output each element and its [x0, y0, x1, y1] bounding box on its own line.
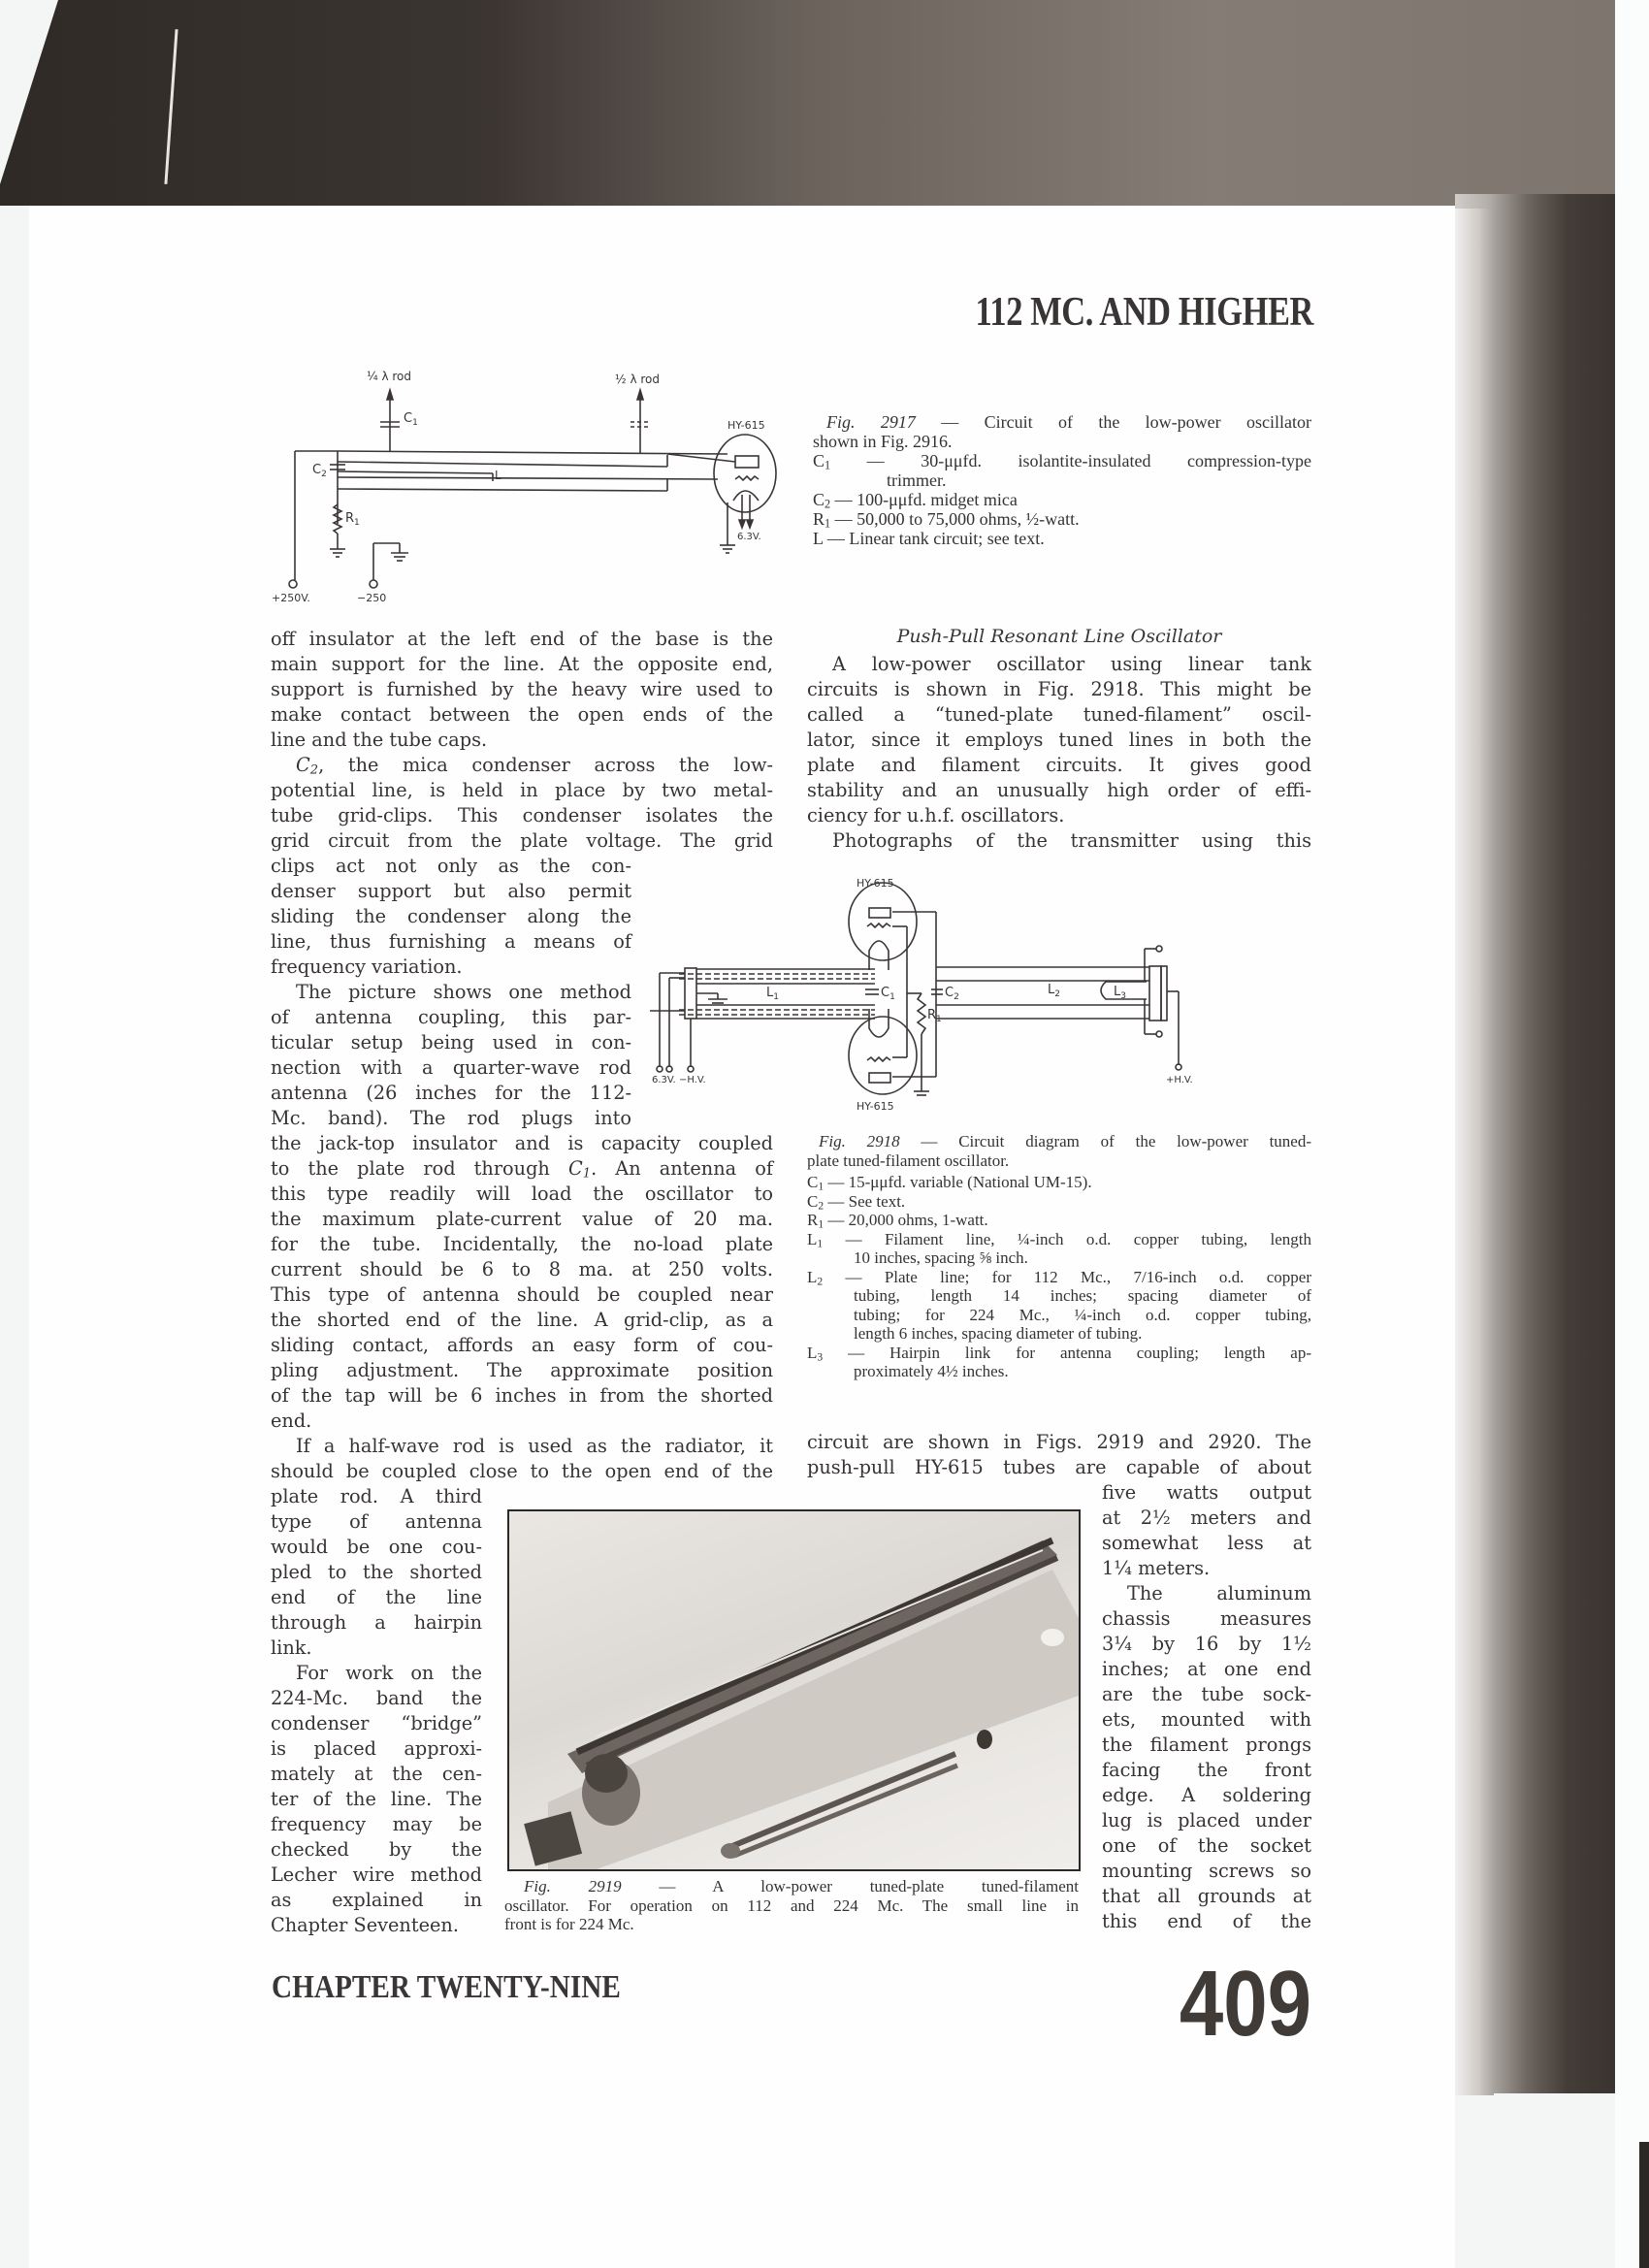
right-column-bottom: circuit are shown in Figs. 2919 and 2920. The push-pull HY-615 tubes are capable of about	[807, 1431, 1311, 1478]
label-tube-bottom: HY-615	[857, 1100, 894, 1113]
running-head: 112 MC. AND HIGHER	[975, 290, 1313, 335]
paragraph-c1-line: to the plate rod through $C_1$. An antenna of	[271, 1157, 773, 1182]
caption-item-c1: $C_1$ — 30-μμfd. isolantite-insulated compression-type	[813, 451, 1311, 472]
label-r1: $R_1$	[927, 1008, 942, 1024]
caption-item-r1: $R_1$ — 50,000 to 75,000 ohms, ½-watt.	[813, 509, 1080, 531]
caption-item-r1: $R_1$ — 20,000 ohms, 1-watt.	[807, 1211, 988, 1231]
section-heading: Push-Pull Resonant Line Oscillator	[896, 626, 1222, 647]
label-half-rod: ½ λ rod	[615, 373, 660, 386]
paragraph-c2: $C_2$, the mica condenser across the low-	[296, 754, 773, 778]
left-column-narrow-1: clips act not only as the con- denser support but also permit sliding the condenser along the line, thus furnishing a means of frequency variation. The picture shows one method of antenna coupling, this par- ticular setup being used in con- nection with a quarter-wave rod antenna (26 inches for the 112- Mc. band). The rod plugs into	[271, 855, 631, 1129]
left-column-narrow-2: plate rod. A third type of antenna would be one cou- pled to the shorted end of the line through a hairpin link. For work on the 224-Mc. band the condenser “bridge” is placed approxi- mately at the cen- ter of the line. The frequency may be checked by the Lecher wire method as explained in Chapter Seventeen.	[271, 1485, 482, 1936]
schematic-2918	[650, 873, 1329, 1116]
label-minus-250: −250	[357, 592, 387, 604]
label-c2: $C_2$	[312, 463, 327, 479]
caption-item-l1: $L_1$ — Filament line, ¼-inch o.d. copper tubing, length	[807, 1229, 1312, 1249]
caption-item-l2: $L_2$ — Plate line; for 112 Mc., 7/16-inch o.d. copper	[807, 1267, 1312, 1287]
right-column-narrow: five watts output at 2½ meters and somewhat less at 1¼ meters. The aluminum chassis measures 3¼ by 16 by 1½ inches; at one end are the tube sock- ets, mounted with the filament prongs facing the front edge. A soldering lug is placed under one of the socket mounting screws so that all grounds at this end of the	[1102, 1481, 1311, 1932]
caption-item-l: L — Linear tank circuit; see text.	[813, 529, 1045, 548]
label-minus-hv: −H.V.	[679, 1075, 706, 1085]
label-l2: $L_2$	[1048, 983, 1060, 999]
figure-2919-photo	[507, 1509, 1081, 1871]
caption-item-c2: $C_2$ — 100-μμfd. midget mica	[813, 490, 1018, 511]
label-filament-voltage: 6.3V.	[652, 1075, 676, 1085]
label-filament-voltage: 6.3V.	[737, 532, 761, 542]
oscillator-photo-illustration	[509, 1511, 1079, 1869]
caption-item-c2: $C_2$ — See text.	[807, 1191, 906, 1212]
left-column-middle: the jack-top insulator and is capacity coupled to the plate rod through $C_1$. An antenna of this type readily will load the oscillator to the maximum plate-current value of 20 ma. for the tube. Incidentally, the no-load plate current should be 6 to 8 ma. at 250 volts. This type of antenna should be coupled near the shorted end of the line. A grid-clip, as a sliding contact, affords an easy form of cou- pling adjustment. The approximate position of the tap will be 6 inches in from the shorted end. If a half-wave rod is used as the radiator, it should be coupled close to the open end of the	[271, 1132, 773, 1482]
label-l1: $L_1$	[766, 986, 779, 1002]
figure-2918-caption: Fig. 2918 — Circuit diagram of the low-power tuned- plate tuned-filament oscillator. $C_1$ — 15-μμfd. variable (National UM-15). $C_2$ — See text. $R_1$ — 20,000 ohms, 1-watt. $L_1$ — Filament line, ¼-inch o.d. copper tubing, length 10 inches, spacing ⅝ inch. $L_2$ — Plate line; for 112 Mc., 7/16-inch o.d. copper tubing, length 14 inches; spacing diameter of tubing; for 224 Mc., ¼-inch o.d. copper tubing, length 6 inches, spacing diameter of tubing. $L_3$ — Hairpin link for antenna coupling; length ap- proximately 4½ inches.	[807, 1132, 1312, 1380]
label-quarter-rod: ¼ λ rod	[367, 370, 411, 383]
label-c2: $C_2$	[945, 986, 959, 1002]
label-tube: HY-615	[728, 419, 765, 432]
figure-2918-schematic	[650, 873, 1329, 1116]
label-r1: $R_1$	[345, 511, 360, 528]
page-edges	[1455, 209, 1494, 2095]
label-c1: $C_1$	[404, 411, 418, 428]
page-number: 409	[1179, 1952, 1311, 2056]
scan-edge-strip	[1639, 2142, 1649, 2268]
figure-2917-caption: Fig. 2917 — Circuit of the low-power oscillator shown in Fig. 2916. $C_1$ — 30-μμfd. isolantite-insulated compression-type trimmer. $C_2$ — 100-μμfd. midget mica $R_1$ — 50,000 to 75,000 ohms, ½-watt. L — Linear tank circuit; see text.	[813, 412, 1312, 548]
label-plus-250: +250V.	[272, 592, 310, 604]
right-column-top: A low-power oscillator using linear tank circuits is shown in Fig. 2918. This might be called a “tuned-plate tuned-filament” oscil- lator, since it employs tuned lines in both the plate and filament circuits. It gives good stability and an unusually high order of effi- ciency for u.h.f. oscillators. Photographs of the transmitter using this	[807, 653, 1311, 852]
figure-2919-caption: Fig. 2919 — A low-power tuned-plate tuned-filament oscillator. For operation on 112 and 224 Mc. The small line in front is for 224 Mc.	[504, 1877, 1080, 1933]
caption-item-l3: $L_3$ — Hairpin link for antenna coupling; length ap-	[807, 1343, 1311, 1363]
label-l: L	[495, 469, 501, 482]
label-c1: $C_1$	[881, 986, 895, 1002]
label-l3: $L_3$	[1114, 985, 1126, 1001]
schematic-2917	[272, 359, 815, 611]
label-tube-top: HY-615	[857, 877, 894, 890]
caption-title: Fig. 2917 — Circuit of the low-power oscillator	[826, 412, 1312, 432]
left-column-top: off insulator at the left end of the base is the main support for the line. At the opposite end, support is furnished by the heavy wire used to make contact between the open ends of the line and the tube caps. $C_2$, the mica condenser across the low- potential line, is held in place by two metal- tube grid-clips. This condenser isolates the grid circuit from the plate voltage. The grid	[271, 628, 773, 852]
label-plus-hv: +H.V.	[1166, 1075, 1193, 1085]
scan-shadow-top	[0, 0, 1615, 206]
figure-2917-schematic	[272, 359, 815, 611]
scanner-margin	[1615, 0, 1649, 2268]
caption-item-c1: $C_1$ — 15-μμfd. variable (National UM-15).	[807, 1173, 1092, 1193]
chapter-footer: CHAPTER TWENTY-NINE	[272, 1969, 621, 2005]
